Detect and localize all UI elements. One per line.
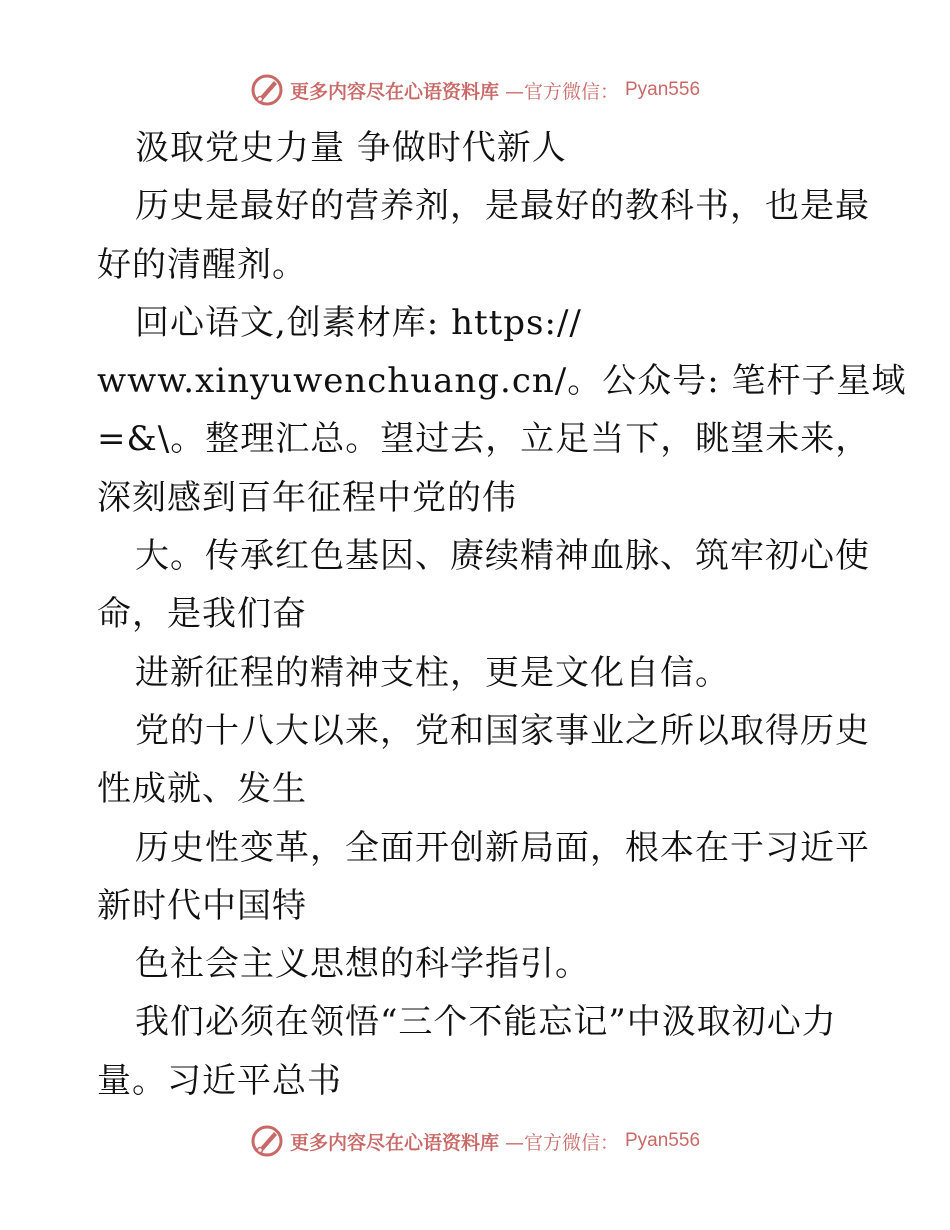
paragraph-line: 命，是我们奋: [97, 594, 307, 635]
paragraph-line: 量。习近平总书: [97, 1060, 342, 1101]
watermark-main-text: 更多内容尽在心语资料库: [289, 80, 499, 103]
paragraph-line: =&\。整理汇总。望过去，立足当下，眺望未来，: [97, 419, 871, 460]
document-title: 汲取党史力量 争做时代新人: [135, 128, 567, 168]
watermark-sub-text: —官方微信：: [504, 80, 619, 103]
paragraph-line: 我们必须在领悟“三个不能忘记”中汲取初心力: [135, 1002, 837, 1043]
paragraph-line: 党的十八大以来，党和国家事业之所以取得历史: [135, 710, 870, 751]
paragraph-line: 回心语文,创素材库: https://: [135, 302, 582, 343]
footer-watermark-banner: [0, 1121, 950, 1161]
paragraph-line: 历史是最好的营养剂，是最好的教科书，也是最: [135, 186, 870, 227]
document-body: [97, 119, 907, 1110]
paragraph-line: 大。传承红色基因、赓续精神血脉、筑牢初心使: [135, 536, 870, 577]
ink-pen-seal-icon: [250, 73, 284, 107]
paragraph-line: 好的清醒剂。: [97, 244, 307, 285]
watermark-sub-text: —官方微信：: [504, 1131, 619, 1154]
paragraph-line: 性成就、发生: [97, 769, 307, 810]
watermark-account-id: Pyan556: [625, 79, 701, 100]
paragraph-line: www.xinyuwenchuang.cn/。公众号: 笔杆子星域: [97, 361, 907, 402]
ink-pen-seal-icon: [250, 1124, 284, 1158]
watermark-main-text: 更多内容尽在心语资料库: [289, 1131, 499, 1154]
paragraph-line: 历史性变革，全面开创新局面，根本在于习近平: [135, 827, 870, 868]
watermark-group: [250, 73, 700, 107]
paragraph-line: 色社会主义思想的科学指引。: [135, 944, 590, 985]
header-watermark-banner: [0, 70, 950, 110]
watermark-account-id: Pyan556: [625, 1130, 701, 1151]
watermark-group: [250, 1124, 700, 1158]
paragraph-line: 进新征程的精神支柱，更是文化自信。: [135, 652, 730, 693]
paragraph-line: 新时代中国特: [97, 885, 307, 926]
paragraph-line: 深刻感到百年征程中党的伟: [97, 477, 517, 518]
